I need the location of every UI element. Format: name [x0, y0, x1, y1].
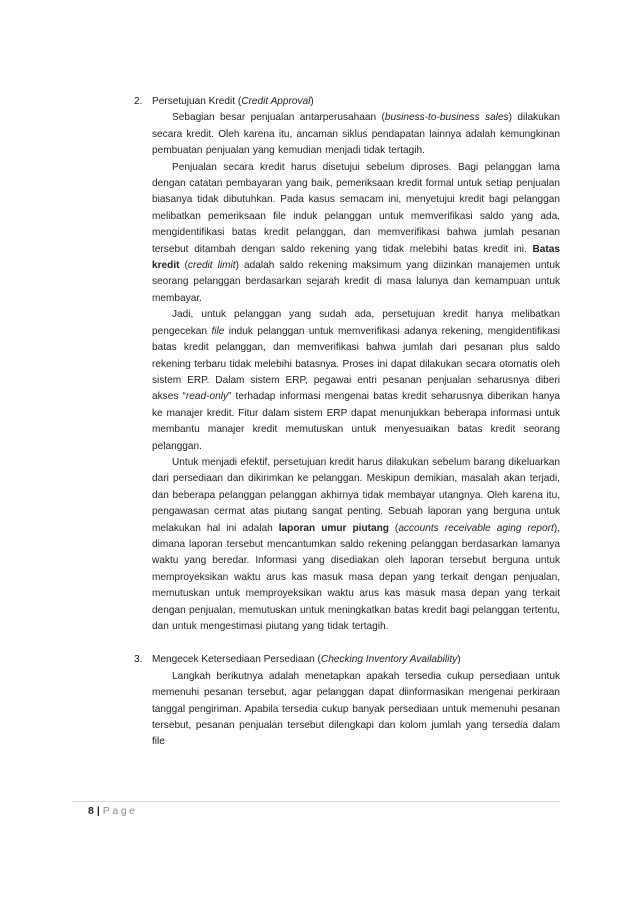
page-content	[134, 94, 560, 751]
section-2-title: Persetujuan Kredit (	[152, 96, 242, 107]
section-gap	[134, 635, 560, 652]
section-3-number: 3.	[134, 654, 143, 666]
section-2-number: 2.	[134, 96, 143, 107]
section-2-heading: 2. Persetujuan Kredit (Credit Approval)	[134, 94, 560, 110]
page-footer	[88, 804, 138, 818]
section-2-paragraph-3: Jadi, untuk pelanggan yang sudah ada, persetujuan kredit hanya melibatkan pengecekan file induk pelanggan untuk memverifikasi adanya rekening, mengidentifikasi batas kredit pelanggan, dan memverifikasi bahwa jumlah dari pesanan plus saldo rekening terbaru tidak melebihi batasnya. Proses ini dapat dilakukan secara otomatis oleh sistem ERP. Dalam sistem ERP, pegawai entri pesanan penjualan seharusnya diberi akses “read-only” terhadap informasi mengenai batas kredit seharusnya diberikan hanya ke manajer kredit. Fitur dalam sistem ERP dapat menunjukkan beberapa informasi untuk membantu manajer kredit memutuskan untuk menyesuaikan batas kredit seorang pelanggan.	[152, 309, 561, 452]
page-number: 8	[88, 805, 94, 817]
section-2-title-english: Credit Approval	[241, 96, 311, 107]
section-3-title-english: Checking Inventory Availability	[320, 654, 458, 666]
footer-separator: |	[96, 805, 100, 817]
term-laporan-umur-piutang: laporan umur piutang	[278, 522, 389, 534]
section-3-title: Mengecek Ketersediaan Persediaan (	[152, 654, 321, 666]
section-2-paragraph-2: Penjualan secara kredit harus disetujui sebelum diproses. Bagi pelanggan lama dengan catatan pembayaran yang baik, pemeriksaan kredit formal untuk setiap penjualan biasanya tidak dibutuhkan. Pada kasus semacam ini, menyetujui kredit bagi pelanggan melibatkan pemeriksaan file induk pelanggan untuk memverifikasi saldo yang ada, mengidentifikasi batas kredit pelanggan, dan memverifikasi bahwa jumlah pesanan tersebut ditambah dengan saldo rekening yang tidak melebihi batas kredit ini. Batas kredit (credit limit) adalah saldo rekening maksimum yang diizinkan manajemen untuk seorang pelanggan berdasarkan sejarah kredit di masa lalunya dan kemampuan untuk membayar.	[152, 161, 560, 304]
section-2-paragraph-4: Untuk menjadi efektif, persetujuan kredit harus dilakukan sebelum barang dikeluarkan dari persediaan dan dikirimkan ke pelanggan. Meskipun demikian, masalah akan terjadi, dan beberapa pelanggan pelanggan akhirnya tidak membayar utangnya. Oleh karena itu, pengawasan cermat atas piutang sangat penting. Sebuah laporan yang berguna untuk melakukan hal ini adalah laporan umur piutang (accounts receivable aging report), dimana laporan tersebut mencantumkan saldo rekening pelanggan berdasarkan lamanya waktu yang beredar. Informasi yang disediakan oleh laporan tersebut berguna untuk memproyeksikan waktu arus kas masuk masa depan yang terkait dengan penjualan, memutuskan untuk memproyeksikan waktu arus kas masuk masa depan yang terkait dengan penjualan, memutuskan untuk meningkatkan batas kredit bagi pelanggan tertentu, dan untuk mengestimasi piutang yang tidak tertagih.	[152, 456, 560, 632]
page-label: Page	[102, 805, 138, 817]
section-3-paragraph-1: Langkah berikutnya adalah menetapkan apakah tersedia cukup persediaan untuk memenuhi pesanan tersebut, agar pelanggan dapat diinformasikan mengenai perkiraan tanggal pengiriman. Apabila tersedia cukup banyak persediaan untuk memenuhi pesanan tersebut, pesanan penjualan tersebut dilengkapi dan kolom jumlah yang tersedia dalam file	[152, 670, 560, 748]
footer-divider	[72, 801, 560, 802]
section-2-paragraph-1: Sebagian besar penjualan antarperusahaan (business-to-business sales) dilakukan secara kredit. Oleh karena itu, ancaman siklus pendapatan lainnya adalah kemungkinan pembuatan penjualan yang kemudian menjadi tidak tertagih.	[152, 112, 560, 157]
section-3-heading: 3. Mengecek Ketersediaan Persediaan (Checking Inventory Availability)	[134, 652, 560, 668]
term-batas-kredit: Batas kredit	[152, 243, 560, 272]
